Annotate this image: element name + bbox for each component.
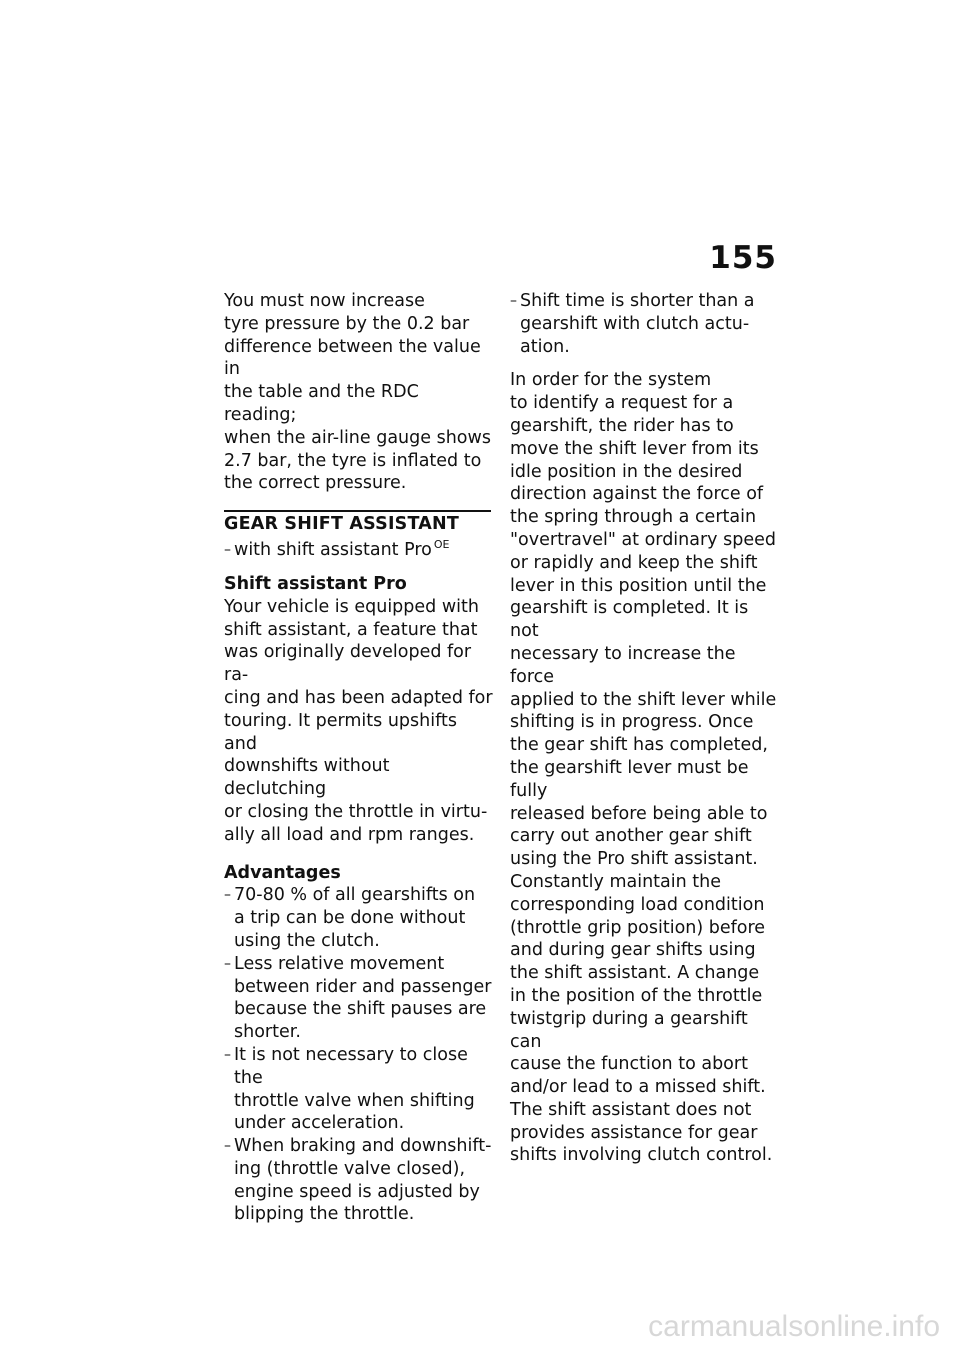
shift-assistant-description: Your vehicle is equipped with shift assistant, a feature that was originally developed for ra- cing and has been adapted for touring. It permits upshifts and downshifts without declutching or closing the throttle in virtu- ally all load and rpm ranges. xyxy=(224,596,493,845)
list-item: – Shift time is shorter than a gearshift with clutch actu- ation. xyxy=(510,290,782,358)
list-item: – 70-80 % of all gearshifts on a trip can be done without using the clutch. xyxy=(224,884,494,952)
right-column xyxy=(510,290,782,1167)
equipment-note-text: with shift assistant Pro xyxy=(234,540,432,561)
list-item: – When braking and downshift- ing (throttle valve closed), engine speed is adjusted by blipping the throttle. xyxy=(224,1135,494,1226)
tyre-pressure-paragraph: You must now increase tyre pressure by the 0.2 bar difference between the value in the table and the RDC reading; when the air-line gauge shows 2.7 bar, the tyre is inflated to the correct pressure. xyxy=(224,291,491,494)
advantages-heading: Advantages xyxy=(224,862,341,883)
watermark: carmanualsonline.info xyxy=(648,1310,940,1343)
operation-paragraph: In order for the system to identify a request for a gearshift, the rider has to move the shift lever from its idle position in the desired direction against the force of the spring through a certain "overtravel" at ordinary speed or rapidly and keep the shift lever in this position until the gearshift is completed. It is not necessary to increase the force applied to the shift lever while shifting is in progress. Once the gear shift has completed, the gearshift lever must be fully released before being able to carry out another gear shift using the Pro shift assistant. Constantly maintain the corresponding load condition (throttle grip position) before and during gear shifts using the shift assistant. A change in the position of the throttle twistgrip during a gearshift can cause the function to abort and/or lead to a missed shift. The shift assistant does not provides assistance for gear shifts involving clutch control. xyxy=(510,370,777,1166)
equipment-note-list xyxy=(224,539,494,562)
advantages-list-continued xyxy=(510,290,782,358)
shift-assistant-subheading: Shift assistant Pro xyxy=(224,573,407,594)
list-item: – It is not necessary to close the throttle valve when shifting under acceleration. xyxy=(224,1044,494,1135)
page-number: 155 xyxy=(709,240,777,276)
list-item: – Less relative movement between rider and passenger because the shift pauses are shorter. xyxy=(224,953,494,1044)
section-title: GEAR SHIFT ASSISTANT xyxy=(224,514,459,535)
optional-equipment-badge: OE xyxy=(433,538,450,552)
section-divider xyxy=(224,510,491,535)
left-column xyxy=(224,290,494,1226)
advantages-list xyxy=(224,884,494,1226)
equipment-note xyxy=(224,539,494,562)
